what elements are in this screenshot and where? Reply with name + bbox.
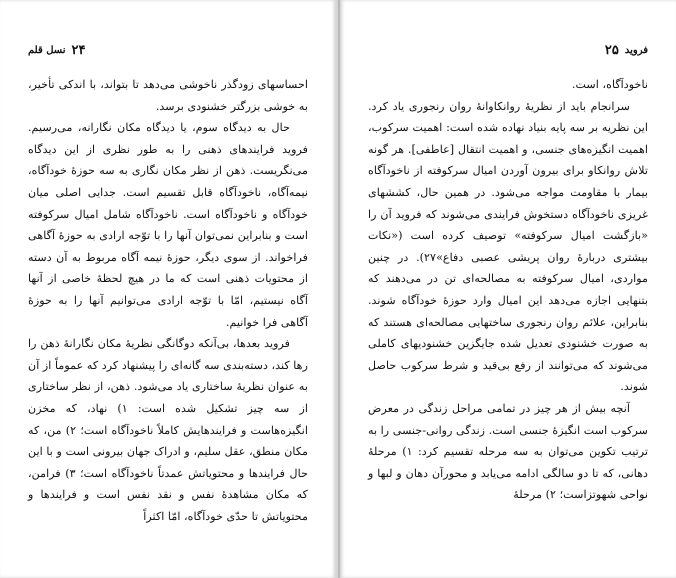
right-page-header	[368, 42, 648, 58]
left-page	[0, 0, 336, 578]
right-paragraph-1: ناخودآگاه، است.	[571, 78, 648, 91]
left-running-title: نسل قلم	[28, 44, 66, 56]
right-page	[340, 0, 676, 578]
right-page-body	[368, 74, 648, 568]
right-paragraph-3: آنچه بیش از هر چیز در تمامی مراحل زندگی در معرض سرکوب است انگیزهٔ جنسی است. زندگی روانی-جنسی را به ترتیب تکوین می‌توان به سه مرحله تقسیم کرد: ۱) مرحلهٔ دهانی، که تا دو سالگی ادامه می‌یابد و محورآن دهان و لبها و نواحی شهوتزاست؛ ۲) مرحلهٔ	[368, 401, 648, 502]
left-paragraph-3: فروید بعدها، بی‌آنکه دوگانگی نظریهٔ مکان نگارانهٔ ذهن را رها کند، دسته‌بندی سه گانه‌ای را پیشنهاد کرد که عموماً از آن به عنوان نظریهٔ ساختاری یاد می‌شود. ذهن، از نظر ساختاری از سه چیز تشکیل شده است: ۱) نهاد، که مخزن انگیزه‌هاست و فرایندهایش کاملاً ناخودآگاه است؛ ۲) من، که مکان منطق، عقل سلیم، و ادراک جهان بیرونی است و با این حال فرایندها و محتویاتش عمدتاً ناخودآگاه است؛ ۳) فرامن، که مکان مشاهدهٔ نفس و نقد نفس است و فرایندها و محتویاتش تا حدّی خودآگاه، امّا اکثراً	[28, 337, 309, 523]
left-paragraph-2: حال به دیدگاه سوم، یا دیدگاه مکان نگارانه، می‌رسیم. فروید فرایندهای ذهنی را به طور نظری از این دیدگاه می‌نگریست. ذهن از نظر مکان نگاری به سه حوزهٔ خودآگاه، نیمه‌آگاه، ناخودآگاه قابل تقسیم است. جدایی اصلی میان خودآگاه و ناخودآگاه است. ناخودآگاه شامل امیال سرکوفته است و بنابراین نمی‌توان آنها را با توّجه ارادی به حوزهٔ آگاهی فراخواند. از سوی دیگر، حوزهٔ نیمه آگاه مربوط به آن دسته از محتویات ذهنی است که ما در هیچ لحظهٔ خاصی از آنها آگاه نیستیم، امّا با توّجه ارادی می‌توانیم آنها را به حوزهٔ آگاهی فرا خوانیم.	[28, 121, 308, 329]
left-page-header	[28, 42, 308, 58]
right-running-title: فروید	[624, 44, 648, 56]
right-paragraph-2: سرانجام باید از نظریهٔ روانکاوانهٔ روان رنجوری یاد کرد. این نظریه بر سه پایه بنیاد نهاده شده است: اهمیت سرکوب، اهمیت انگیزه‌های جنسی، و اهمیت انتقال [عاطفی]. هر گونه تلاش روانکاو برای بیرون آوردن امیال سرکوفته از ناخودآگاه بیمار با مقاومت مواجه می‌شود. در همین حال، کششهای غریزی ناخودآگاه دستخوش فرایندی می‌شوند که فروید آن را «بازگشت امیال سرکوفته» توصیف کرده است («نکات بیشتری دربارهٔ روان پریشی عصبی دفاع»۲۷). در چنین مواردی، امیال سرکوفته به مصالحه‌ای تن در می‌دهند که بتنهایی اجازه می‌دهد این امیال وارد حوزهٔ خودآگاه شوند. بنابراین، علائم روان رنجوری ساختهایی مصالحه‌ای هستند که به صورت خشنودی تعدیل شده جایگزین خشنودیهای کاملی می‌شوند که می‌توانند از رفع بی‌قید و شرط سرکوب حاصل شوند.	[368, 99, 648, 394]
left-page-body	[28, 74, 308, 568]
right-page-number: ۲۵	[604, 42, 619, 58]
left-page-number: ۲۴	[71, 42, 86, 58]
left-paragraph-1: احساسهای زودگذر ناخوشی می‌دهد تا بتواند، با اندکی تأخیر، به خوشی بزرگتر خشنودی برسد.	[28, 78, 308, 113]
